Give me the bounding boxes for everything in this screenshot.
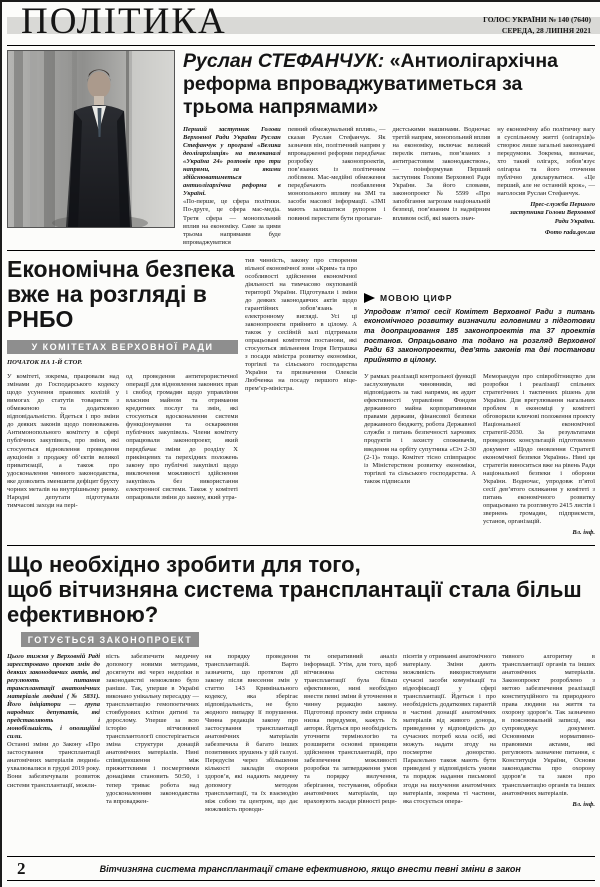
section-divider xyxy=(7,250,595,251)
article-transplantation-headline xyxy=(7,552,595,627)
article-economic-security xyxy=(7,254,595,542)
headline-speaker: Руслан СТЕФАНЧУК: xyxy=(183,50,385,72)
headline-quote: «Антиолігархічна реформа впроваджуватиметься за трьома напрямами» xyxy=(183,50,558,118)
column-text: У комітеті, зокрема, працювали над змінами до Господарського кодексу щодо усунення правових колізій у вимогах до статутів товариств з обмеженою та додатковою відповідальністю. Йдеться і про зміни до деяких законів щодо повноважень Антимонопольного комітету в сфері публічних закупівель, про зміни, які стосуються відновлення проведення аукціонів з продажу об’єктів великої приватизації, а також про удосконалення чинного законодавства, яке дозволить зменшити дефіцит брухту чорних металів на внутрішньому ринку. Народні депутати підготували тимчасові заходи на пері- xyxy=(7,373,119,509)
text-column xyxy=(304,653,397,887)
photo-credit: Фото rada.gov.ua xyxy=(544,228,595,236)
article-economic-security-headline xyxy=(7,257,238,333)
masthead xyxy=(7,2,595,46)
stats-box-text: Упродовж п’ятої сесії Комітет Верховної Ради з питань економічного розвитку визначили головними з підготовки та доопрацювання 185 законопроектів та 37 проектів постанов. Опрацьовано та подано на розгляд Верховної Ради 63 законопроекти, дев’ять законів та дві постанови прийнято в цілому. xyxy=(364,306,595,364)
text-column xyxy=(106,653,199,887)
article-lead: Перший заступник Голови Верховної Ради України Руслан Стефанчук у програмі «Велика деолігархізація» на телеканалі «Україна 24» розповів про три напрями, за якими здійснюватиметься антиолігархічна реформа в Україні. xyxy=(183,126,281,198)
article-stefanchuk-headline xyxy=(183,50,595,119)
article-transplantation-body xyxy=(7,653,595,887)
stats-box-header xyxy=(364,293,595,303)
article-credit: Прес-служба Першого заступника Голови Верховної Ради України. xyxy=(510,201,595,225)
rubric-draft-law: ГОТУЄТЬСЯ ЗАКОНОПРОЕКТ xyxy=(21,632,199,647)
article-lead: Цього тижня у Верховній Раді зареєстровано проект змін до деяких законодавчих актів, які регулюють питання трансплантації анатомічних матеріалів людині (№ 5831). Його ініціатори — група народних депутатів, які представляють і монобільшість, і опозиційні сили. xyxy=(7,652,100,741)
text-column xyxy=(205,653,298,887)
column-text: пієнтів у отриманні анатомічного матеріалу. Зміни дають можливість використовувати сучасні засоби комунікації та відеофіксації у сфері трансплантації. Йдеться і про необхідність додаткових гарантій в частині донації анатомічних матеріалів від живого донора, приведення у відповідність до сучасних потреб кола осіб, які можуть надати згоду на посмертне донорство. Паралельно також мають бути приведені у відповідність умови та порядок надання письмової згоди на вилучення анатомічних матеріалів, зокрема ті частини, яка стосується опера- xyxy=(403,652,496,805)
text-column xyxy=(483,373,595,537)
headline-line: щоб вітчизняна система трансплантації стала більш xyxy=(7,577,582,603)
triangle-marker-icon xyxy=(364,293,375,303)
text-column xyxy=(288,126,386,247)
headline-line: Що необхідно зробити для того, xyxy=(7,552,361,578)
column-text: ну економічну або політичну вагу в суспільному житті (олігархів)» створює лише загальні законодавчі передумови. Зокрема, визначає, хто такий олігарх, зобов’язує олігарха та його оточення публічно декларуватися. «Це перший, але не останній крок», — наголосив Руслан Стефанчук. xyxy=(497,126,595,198)
text-column xyxy=(7,653,100,887)
photo-stefanchuk-image xyxy=(8,51,174,227)
paper-date: СЕРЕДА, 28 ЛИПНЯ 2021 xyxy=(501,25,591,35)
column-text: ня порядку проведення трансплантацій. Варто зазначити, що протягом дії закону після внесення змін у статтю 143 Кримінального кодексу, яка зберігає відповідальність, не було жодного випадку її порушення. Чинна редакція закону про застосування трансплантації анатомічних матеріалів забезпечила й багато інших позитивних зрушень у цій галузі. Передусім через збільшення кількості закладів охорони здоров’я, які надають медичну допомогу методом трансплантації, та їх взаємодію між собою та центром, що дає можливість проводи- xyxy=(205,652,298,813)
article-economic-security-header xyxy=(7,257,238,366)
rubric-committees: У КОМІТЕТАХ ВЕРХОВНОЇ РАДИ xyxy=(7,340,238,355)
column-text: тив чинність, закону про створення вільної економічної зони «Крим» та про особливості здійснення економічної діяльності на тимчасово окупованій території України. Підготували і зміни до деяких законодавчих актів щодо гарантійних зобов’язань в електронному вигляді. Усі ці законопроекти прийнято в цілому. А також у сесійній залі підтримали опрацьовані комітетом постанови, які стосуються звільнення Ігоря Петрашка з посади міністра розвитку економіки, торгівлі та сільського господарства України та призначення Олексія Любченка на посаду першого віце-прем’єр-міністра. xyxy=(245,256,357,393)
text-column xyxy=(183,126,281,247)
text-column xyxy=(403,653,496,887)
footer-teaser: Вітчизняна система трансплантації стане ефективною, якщо внести певні зміни в закон xyxy=(99,863,521,874)
section-divider xyxy=(7,545,595,546)
text-column xyxy=(502,653,595,887)
text-column xyxy=(497,126,595,247)
page-footer xyxy=(7,856,595,881)
stats-box xyxy=(364,257,595,366)
column-text: У рамках реалізації контрольної функції заслуховували чиновників, які відповідають за такі напрями, як аудит ефективності управління Фондом державного майна корпоративними правами держави, фінансової безпеки державного бюджету, робота Державної служби з питань безпечності харчових продуктів і захисту споживачів, введення на орбіту супутника «Січ 2-30 (2-1)» тощо. Комітет тісно співпрацює із Міністерством розвитку економіки, торгівлі та сільського господарства. А також підписали xyxy=(364,373,476,485)
article-stefanchuk-body xyxy=(183,126,595,247)
text-column xyxy=(245,257,357,537)
headline-line: Економічна безпека xyxy=(7,255,235,282)
text-column xyxy=(393,126,491,247)
continued-from-note: ПОЧАТОК НА 1-Й СТОР. xyxy=(7,359,83,367)
paper-name-issue: ГОЛОС УКРАЇНИ № 140 (7640) xyxy=(483,15,591,24)
text-column xyxy=(7,373,119,537)
paper-dateline xyxy=(483,15,591,37)
page-number: 2 xyxy=(17,858,26,878)
article-transplantation xyxy=(7,549,595,887)
column-text: вість забезпечити медичну допомогу новими методами, досягнути які через недоліки в законодавстві неможливо було раніше. Так, уперше в Україні виконано унікальну пересадку — трансплантацію гемопоетичних стовбурових клітин дитині та дорослому. Уперше за всю історію вітчизняної трансплантології спостерігається зміна структури донацій анатомічних матеріалів. Нині співвідношення між прижиттєвими і посмертними донаціями становить 50:50, і тепер триває робота над удосконаленням законодавства та впроваджен- xyxy=(106,652,199,805)
headline-line: вже на розгляді в РНБО xyxy=(7,281,207,333)
section-title: ПОЛІТИКА xyxy=(21,1,227,42)
text-column xyxy=(364,373,476,537)
column-text: «По-перше, це сфера політики. По-друге, це сфера мас-медіа. Третя сфера — монопольний вплив на економіку. Саме за цими трьома напрямами буде впроваджуватися xyxy=(183,198,281,246)
column-text: од проведення антитерористичної операції для відновлення законних прав і свобод громадян щодо управління власним майном та отримання кредитних послуг та змін, які стосуються вдосконалення системи функціонування та оскарження публічних закупівель. Члени комітету опрацювали законопроект, який передбачає зміни до розділу X прикінцевих та перехідних положень закону про публічні закупівлі щодо виключення можливості здійснення закупівель без використання електронної системи. Також у комітеті опрацювали зміни до закону, який утра- xyxy=(126,373,238,501)
column-text: Меморандум про співробітництво для розробки і реалізації спільних стратегічних і тактичних рішень для України. Для врегулювання нагальних проблем в економіці у комітеті обговорили ключові положення проекту Національної економічної стратегії-2030. За результатами проведених консультацій підготовлено документ «Щодо оновлення Стратегії економічної безпеки України». Нині ця стратегія виноситься вже на рівень Ради національної безпеки і оборони України. Водночас, упродовж п’ятої сесії дев’ятого скликання у комітеті з питань економічного розвитку опрацьовано та розглянуто 2415 листів і звернень громадян, підприємств, установ, організацій. xyxy=(483,373,595,525)
headline-line: ефективною? xyxy=(7,602,159,628)
article-stefanchuk xyxy=(7,46,595,247)
stats-box-label: МОВОЮ ЦИФР xyxy=(380,292,453,303)
text-column xyxy=(126,373,238,537)
column-text: Останні зміни до Закону «Про застосування трансплантації анатомічних матеріалів людині» ухвалювалися в грудні 2019 року. Вони забезпечували розвиток системи трансплантації, можли- xyxy=(7,741,100,789)
article-byline: Вл. інф. xyxy=(572,800,595,808)
column-text: ти оперативний аналіз інформації. Утім, для того, щоб вітчизняна система трансплантації була більш ефективною, нині необхідно внести певні зміни й уточнення в чинну редакцію закону. Підготовці проекту змін сприяла низка передумов, кажуть їх автори. Йдеться про необхідність уточнити термінологію та розширити основні принципи здійснення трансплантацій, про забезпечення можливості розробки та затвердження умов та порядку вилучення, зберігання, тестування, обробки анатомічних матеріалів, що враховують засади рівності реци- xyxy=(304,652,397,805)
column-text: дистськими машинами. Водночас третій напрям, монопольний вплив на економіку, включає великий перелік питань, пов’язаних з антитрастовим законодавством», — поінформував Перший заступник Голови Верховної Ради України. За його словами, законопроект № 5599 «Про запобігання загрозам національній безпеці, пов’язаним із надмірним впливом осіб, які мають знач- xyxy=(392,126,491,222)
column-text: тивного алгоритму в трансплантації органів та інших анатомічних матеріалів. Законопроект розроблено з метою забезпечення реалізації конституційного та природного права людини на життя та охорону здоров’я. Так зазначено в пояснювальній записці, яка супроводжує документ. Основними нормативно-правовими актами, які регулюють зазначене питання, є Конституція України, Основи законодавства про охорону здоров’я та закон про трансплантацію органів та інших анатомічних матеріалів. xyxy=(502,652,595,797)
photo-stefanchuk xyxy=(7,50,175,228)
column-text: певний обмежувальний вплив», — сказав Руслан Стефанчук. Як зазначив він, політичний напрям у впровадженні реформи передбачає розробку законопроектів, пов’язаних із політичним лобізмом. Мас-медійні обмеження передбачають позбавлення монопольного впливу на ЗМІ та засоби масової інформації. «ЗМІ мають залишатися рупором і повинні перестати бути пропаган- xyxy=(287,126,386,222)
article-byline: Вл. інф. xyxy=(572,528,595,536)
